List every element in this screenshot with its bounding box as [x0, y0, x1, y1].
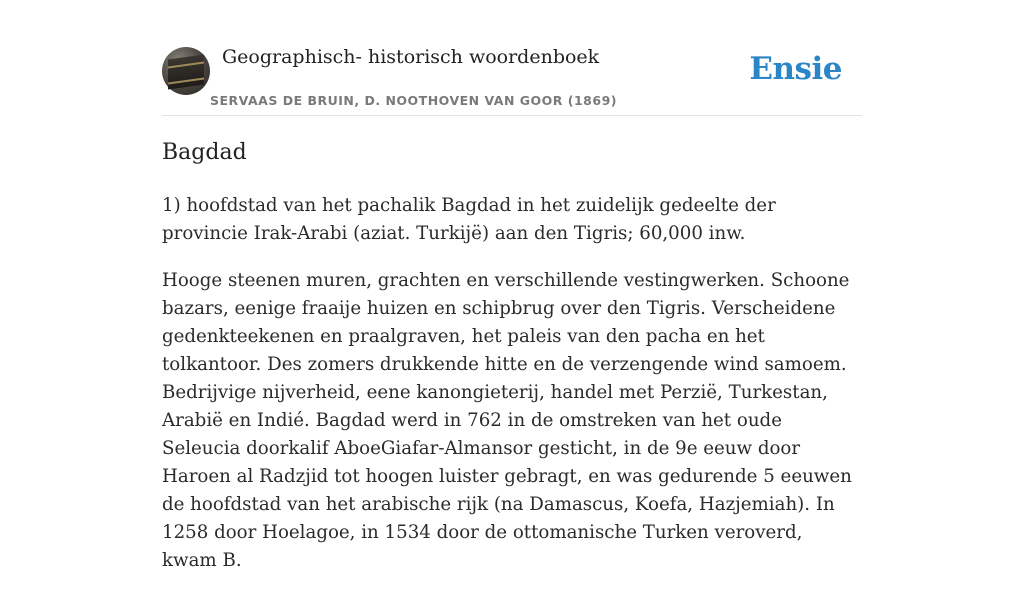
entry-body [162, 192, 862, 594]
ensie-logo-link[interactable]: Ensie [749, 51, 842, 87]
book-header [162, 46, 862, 116]
book-cover-image[interactable] [162, 47, 210, 95]
entry-title: Bagdad [162, 140, 247, 165]
book-spine-shape [168, 54, 204, 89]
entry-paragraph: Hooge steenen muren, grachten en verschillende vestingwerken. Schoone bazars, eenige fraaije huizen en schipbrug over den Tigris. Verscheidene gedenkteekenen en praalgraven, het paleis van den pacha en het tolkantoor. Des zomers drukkende hitte en de verzengende wind samoem. Bedrijvige nijverheid, eene kanongieterij, handel met Perzië, Turkestan, Arabië en Indié. Bagdad werd in 762 in de omstreken van het oude Seleucia doorkalif AboeGiafar-Almansor gesticht, in de 9e eeuw door Haroen al Radzjid tot hoogen luister gebragt, en was gedurende 5 eeuwen de hoofdstad van het arabische rijk (na Damascus, Koefa, Hazjemiah). In 1258 door Hoelagoe, in 1534 door de ottomanische Turken veroverd, kwam B. [162, 270, 852, 571]
book-title-link[interactable]: Geographisch- historisch woordenboek [222, 46, 600, 68]
entry-paragraph: 1) hoofdstad van het pachalik Bagdad in het zuidelijk gedeelte der provincie Irak-Arabi (aziat. Turkijë) aan den Tigris; 60,000 inw. [162, 195, 776, 244]
book-author: SERVAAS DE BRUIN, D. NOOTHOVEN VAN GOOR (1869) [210, 93, 617, 108]
